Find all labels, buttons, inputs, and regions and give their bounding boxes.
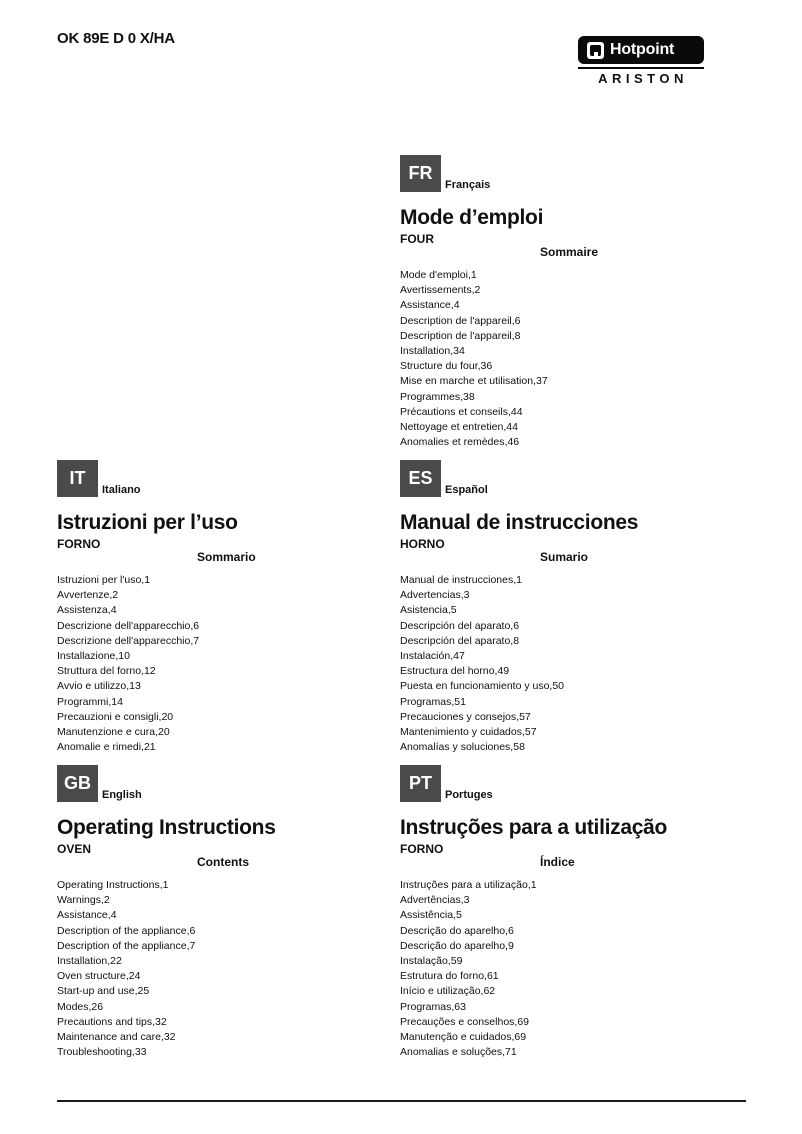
toc-item: Description de l'appareil,6 <box>400 314 521 327</box>
language-badge-row <box>400 460 700 497</box>
toc-item: Manual de instrucciones,1 <box>400 574 522 586</box>
toc-item: Avvertenze,2 <box>57 589 119 602</box>
language-badge-gb: GB <box>57 765 98 802</box>
language-name: Italiano <box>102 484 141 496</box>
toc-list <box>400 268 700 450</box>
language-badge-row <box>57 765 357 802</box>
toc-item: Avertissements,2 <box>400 284 481 297</box>
toc-item: Instalación,47 <box>400 650 465 663</box>
toc-item: Manutenzione e cura,20 <box>57 726 170 739</box>
section-english <box>57 765 357 1060</box>
toc-item: Instalação,59 <box>400 955 463 968</box>
appliance-label: FOUR <box>400 232 434 246</box>
appliance-label: OVEN <box>57 842 92 856</box>
toc-item: Modes,26 <box>57 1000 104 1013</box>
toc-item: Istruzioni per l'uso,1 <box>57 574 151 586</box>
section-title: Instruções para a utilização <box>400 816 668 839</box>
section-portuguese <box>400 765 700 1060</box>
appliance-label: HORNO <box>400 537 445 551</box>
toc-item: Anomalies et remèdes,46 <box>400 436 520 449</box>
hotpoint-wordmark <box>578 36 704 64</box>
model-number: OK 89E D 0 X/HA <box>57 30 175 47</box>
toc-item: Descrição do aparelho,9 <box>400 939 514 952</box>
toc-item: Advertencias,3 <box>400 589 470 602</box>
language-badge-it: IT <box>57 460 98 497</box>
footer-divider <box>57 1100 746 1102</box>
toc-item: Description of the appliance,7 <box>57 939 196 952</box>
toc-label: Índice <box>540 855 575 869</box>
toc-item: Descrizione dell'apparecchio,6 <box>57 619 200 632</box>
language-name: English <box>102 789 142 801</box>
toc-item: Estrutura do forno,61 <box>400 970 499 983</box>
language-badge-row <box>400 155 700 192</box>
toc-item: Precauzioni e consigli,20 <box>57 710 174 723</box>
brand-logo <box>578 36 704 86</box>
toc-label: Sumario <box>540 550 589 564</box>
toc-item: Oven structure,24 <box>57 970 141 983</box>
language-badge-row <box>57 460 357 497</box>
toc-item: Nettoyage et entretien,44 <box>400 421 518 434</box>
appliance-label: FORNO <box>57 537 101 551</box>
language-name: Portuges <box>445 789 493 801</box>
toc-item: Advertências,3 <box>400 894 470 907</box>
section-subtitle-row <box>57 537 357 569</box>
language-badge-row <box>400 765 700 802</box>
toc-item: Installation,22 <box>57 955 122 968</box>
language-badge-fr: FR <box>400 155 441 192</box>
toc-item: Anomalias e soluções,71 <box>400 1046 517 1059</box>
section-subtitle-row <box>400 537 700 569</box>
toc-item: Precauciones y consejos,57 <box>400 710 531 723</box>
section-title: Mode d’emploi <box>400 206 544 229</box>
section-italian <box>57 460 357 755</box>
toc-list <box>400 573 700 755</box>
toc-item: Anomalie e rimedi,21 <box>57 741 156 754</box>
appliance-label: FORNO <box>400 842 444 856</box>
toc-item: Troubleshooting,33 <box>57 1046 147 1059</box>
toc-label: Sommaire <box>540 245 599 259</box>
toc-item: Anomalías y soluciones,58 <box>400 741 525 754</box>
section-subtitle-row <box>57 842 357 874</box>
toc-list <box>400 878 700 1060</box>
language-badge-pt: PT <box>400 765 441 802</box>
brand-divider <box>578 67 704 69</box>
toc-item: Precauções e conselhos,69 <box>400 1015 529 1028</box>
language-badge-es: ES <box>400 460 441 497</box>
toc-label: Contents <box>197 855 249 869</box>
language-name: Español <box>445 484 488 496</box>
brand-name: Hotpoint <box>610 41 675 58</box>
toc-item: Maintenance and care,32 <box>57 1031 176 1044</box>
toc-item: Assistenza,4 <box>57 604 117 617</box>
toc-item: Mode d'emploi,1 <box>400 269 477 281</box>
toc-item: Instruções para a utilização,1 <box>400 879 537 891</box>
hotpoint-icon <box>587 42 604 59</box>
toc-item: Start-up and use,25 <box>57 985 150 998</box>
section-title: Istruzioni per l’uso <box>57 511 238 534</box>
toc-item: Manutenção e cuidados,69 <box>400 1031 527 1044</box>
toc-item: Mantenimiento y cuidados,57 <box>400 726 537 739</box>
toc-item: Précautions et conseils,44 <box>400 405 523 418</box>
toc-item: Operating Instructions,1 <box>57 879 169 891</box>
toc-item: Precautions and tips,32 <box>57 1015 167 1028</box>
toc-item: Struttura del forno,12 <box>57 665 156 678</box>
toc-item: Warnings,2 <box>57 894 110 907</box>
toc-item: Descripción del aparato,8 <box>400 634 520 647</box>
toc-item: Programmes,38 <box>400 390 475 403</box>
toc-item: Estructura del horno,49 <box>400 665 510 678</box>
toc-item: Description de l'appareil,8 <box>400 329 521 342</box>
language-name: Français <box>445 179 491 191</box>
section-title: Manual de instrucciones <box>400 511 639 534</box>
toc-item: Structure du four,36 <box>400 360 493 373</box>
brand-subname: ARISTON <box>598 71 688 86</box>
toc-item: Installazione,10 <box>57 650 130 663</box>
section-title: Operating Instructions <box>57 816 276 839</box>
section-spanish <box>400 460 700 755</box>
toc-list <box>57 878 357 1060</box>
toc-item: Puesta en funcionamiento y uso,50 <box>400 680 565 693</box>
toc-item: Descrição do aparelho,6 <box>400 924 514 937</box>
toc-item: Programmi,14 <box>57 695 123 708</box>
toc-item: Descrizione dell'apparecchio,7 <box>57 634 200 647</box>
toc-item: Asistencia,5 <box>400 604 457 617</box>
toc-item: Assistência,5 <box>400 909 462 922</box>
section-subtitle-row <box>400 842 700 874</box>
toc-item: Início e utilização,62 <box>400 985 496 998</box>
toc-item: Assistance,4 <box>400 299 460 312</box>
toc-label: Sommario <box>197 550 256 564</box>
section-subtitle-row <box>400 232 700 264</box>
toc-item: Descripción del aparato,6 <box>400 619 520 632</box>
toc-list <box>57 573 357 755</box>
toc-item: Installation,34 <box>400 345 465 358</box>
toc-item: Assistance,4 <box>57 909 117 922</box>
toc-item: Programas,63 <box>400 1000 466 1013</box>
toc-item: Description of the appliance,6 <box>57 924 196 937</box>
section-french <box>400 155 700 450</box>
toc-item: Programas,51 <box>400 695 466 708</box>
toc-item: Avvio e utilizzo,13 <box>57 680 141 693</box>
toc-item: Mise en marche et utilisation,37 <box>400 375 548 388</box>
